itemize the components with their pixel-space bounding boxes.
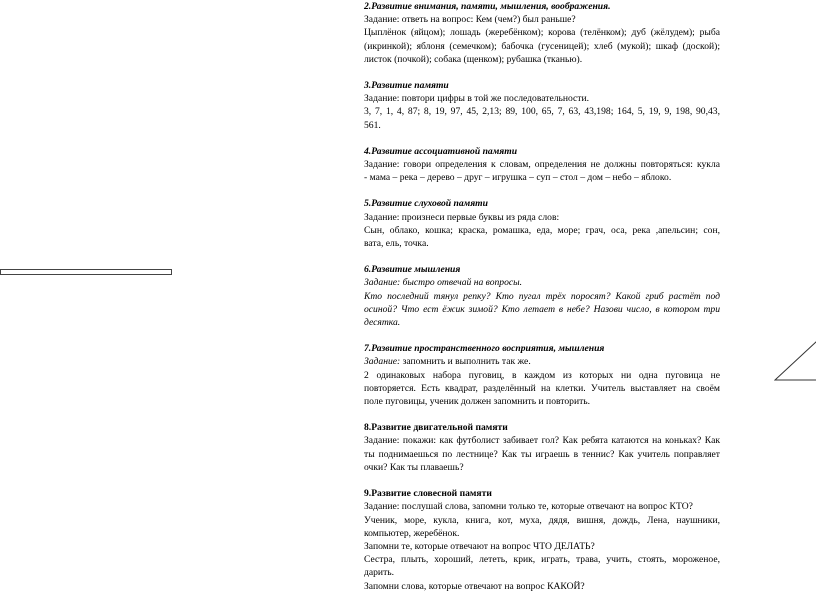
text-line: Задание: произнеси первые буквы из ряда слов: xyxy=(364,211,560,223)
text-line: очки? Как ты плаваешь? xyxy=(364,461,464,473)
text-line: Задание: говори определения к словам, определения не должны повторяться: кукла xyxy=(364,159,720,171)
text-line: 2 одинаковых набора пуговиц, в каждом из которых ни одна пуговица не xyxy=(364,369,720,381)
section-6 xyxy=(364,263,720,329)
section-4 xyxy=(364,145,720,185)
text-line: 561. xyxy=(364,119,381,131)
text-line: дарить. xyxy=(364,567,395,579)
section-title: 9.Развитие словесной памяти xyxy=(364,488,492,500)
section-7 xyxy=(364,342,720,408)
text-line: - мама – река – дерево – друг – игрушка – суп – стол – дом – небо – яблоко. xyxy=(364,172,672,184)
section-title: 7.Развитие пространственного восприятия, мышления xyxy=(364,343,605,355)
text-line: вата, ель, точка. xyxy=(364,238,429,250)
section-title: 5.Развитие слуховой памяти xyxy=(364,198,488,210)
text-line: ты поднимаешься по лестнице? Как ты играешь в теннис? Как учитель поправляет xyxy=(364,448,720,460)
text-line: листок (почкой); собака (щенком); рубашка (тканью). xyxy=(364,53,583,65)
section-5 xyxy=(364,197,720,250)
text-line: Запомни те, которые отвечают на вопрос ЧТО ДЕЛАТЬ? xyxy=(364,540,595,552)
text-line: 3, 7, 1, 4, 87; 8, 19, 97, 45, 2,13; 89, 100, 65, 7, 63, 43,198; 164, 5, 19, 9, 198, 90,43, xyxy=(364,106,720,118)
triangle-shape xyxy=(774,340,816,382)
text-line: Цыплёнок (яйцом); лошадь (жеребёнком); корова (телёнком); дуб (жёлудем); рыба xyxy=(364,27,720,39)
text-line: Задание: повтори цифры в той же последовательности. xyxy=(364,93,590,105)
section-title: 8.Развитие двигательной памяти xyxy=(364,422,508,434)
text-line: Задание: быстро отвечай на вопросы. xyxy=(364,277,523,289)
text-line: повторяется. Есть квадрат, разделённый на клетки. Учитель выставляет на своём xyxy=(364,382,720,394)
text-line: Задание: покажи: как футболист забивает гол? Как ребята катаются на коньках? Как xyxy=(364,435,720,447)
text-line: Ученик, море, кукла, книга, кот, муха, дядя, вишня, дождь, Лена, наушники, xyxy=(364,514,720,526)
task-text: запомнить и выполнить так же. xyxy=(400,356,531,368)
document-body xyxy=(364,0,720,606)
section-title: 4.Развитие ассоциативной памяти xyxy=(364,145,518,157)
section-title: 2.Развитие внимания, памяти, мышления, воображения. xyxy=(364,1,611,12)
section-title: 3.Развитие памяти xyxy=(364,80,449,92)
text-line: Задание: послушай слова, запомни только те, которые отвечают на вопрос КТО? xyxy=(364,501,693,513)
text-line: Сын, облако, кошка; краска, ромашка, еда, море; грач, оса, река ,апельсин; сон, xyxy=(364,224,720,236)
section-8 xyxy=(364,421,720,474)
section-2 xyxy=(364,0,720,66)
text-line: компьютер, жеребёнок. xyxy=(364,527,460,539)
text-line: десятка. xyxy=(364,317,401,329)
text-line: осиной? Что ест ёжик зимой? Кто летает в небе? Назови число, в котором три xyxy=(364,303,720,315)
section-3 xyxy=(364,79,720,132)
text-line: (икринкой); яблоня (семечком); бабочка (гусеницей); хлеб (мукой); шкаф (доской); xyxy=(364,40,720,52)
left-bordered-bar xyxy=(0,269,172,275)
text-line: Задание: ответь на вопрос: Кем (чем?) был раньше? xyxy=(364,14,576,26)
text-line: поле пуговицы, ученик должен запомнить и повторить. xyxy=(364,396,591,408)
text-line: Запомни слова, которые отвечают на вопрос КАКОЙ? xyxy=(364,580,585,592)
text-line: Кто последний тянул репку? Кто пугал трёх поросят? Какой гриб растёт под xyxy=(364,290,720,302)
section-9 xyxy=(364,487,720,593)
task-label: Задание: xyxy=(364,356,401,368)
text-line xyxy=(364,355,720,368)
section-title: 6.Развитие мышления xyxy=(364,264,461,276)
text-line: Сестра, плыть, хороший, лететь, крик, играть, трава, учить, стоять, мороженое, xyxy=(364,554,720,566)
